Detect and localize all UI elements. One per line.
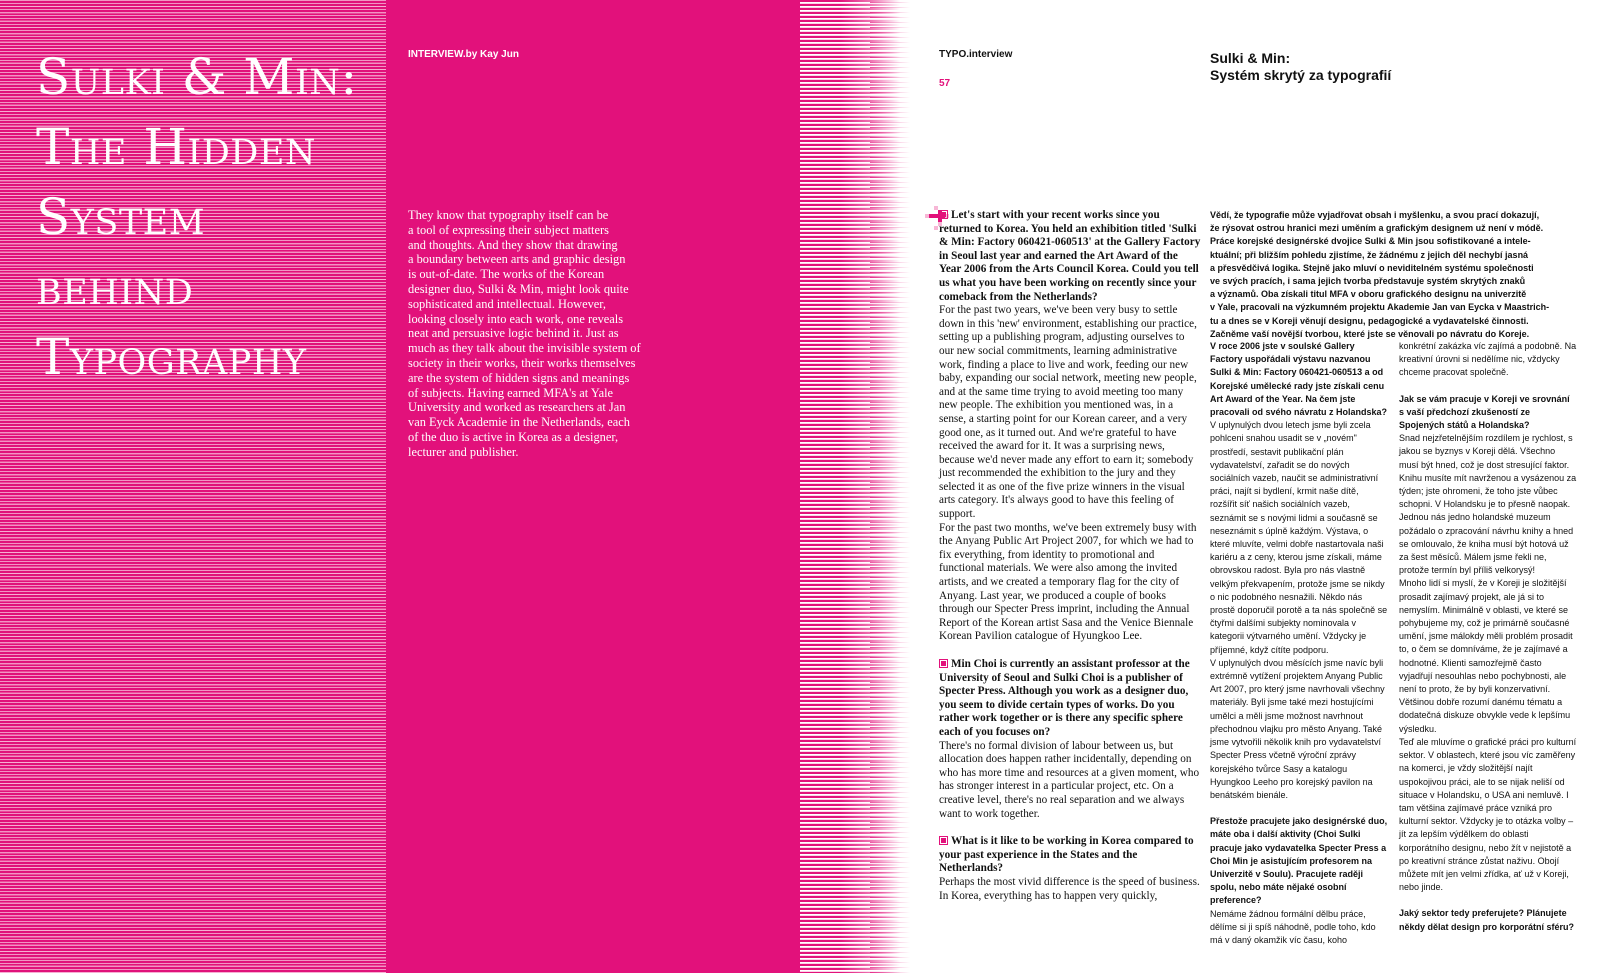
- title-line: Typography: [36, 328, 307, 386]
- title-line: System: [36, 188, 206, 246]
- question-paragraph: V roce 2006 jste v soulské Gallery Factory uspořádali výstavu nazvanou Sulki & Min: Factory 060421-060513 a od Korejské umělecké rady jste získali cenu Art Award of the Year. Na čem jste pracovali od svého návratu z Holandska?: [1210, 341, 1388, 418]
- lead-line: že rýsovat ostrou hranici mezi uměním a grafickým designem už není v módě.: [1210, 223, 1544, 234]
- intro-line: much as they talk about the invisible system of: [408, 341, 641, 356]
- lead-line: ve svých pracích, i sama jejich tvorba představuje systém skrytých znaků: [1210, 276, 1526, 287]
- lead-line: Začněme vaší novější tvorbou, které jste se věnovali po návratu do Koreje.: [1210, 328, 1530, 339]
- question-paragraph: [939, 835, 1201, 876]
- page-number: 57: [939, 78, 951, 89]
- intro-line: van Eyck Academie in the Netherlands, each: [408, 415, 630, 430]
- answer-paragraph: Perhaps the most vivid difference is the speed of business. In Korea, everything has to happen very quickly,: [939, 875, 1200, 902]
- intro-line: They know that typography itself can be: [408, 208, 609, 222]
- intro-line: of subjects. Having earned MFA's at Yale: [408, 385, 614, 400]
- answer-paragraph: konkrétní zakázka víc zajímá a podobně. Na kreativní úrovni si nedělíme nic, vždycky chceme pracovat společně.: [1399, 341, 1577, 378]
- lead-line: a přesvědčivá logika. Stejně jako mluví o neviditelném systému společnosti: [1210, 262, 1534, 273]
- intro-line: sophisticated and intellectual. However,: [408, 296, 607, 311]
- answer-paragraph: For the past two years, we've been very busy to settle down in this 'new' environment, establishing our practice, setting up a publishing program, adjusting ourselves to our new social commitments, learning administrative work, finding a place to live and work, feeding our new baby, expanding our social network, meeting new people, and at the same time trying to avoid meeting too many new people. The exhibition you mentioned was, in a sense, a starting point for our Korean career, and a very good one, as it turned out. And we're grateful to have received the award for it. It was a surprising news, because we'd never made any effort to earn it; somebody just recommended the exhibition to the jury and they selected it as one of the five prize winners in the visual arts category. It's always good to have this feeling of support.: [939, 304, 1197, 521]
- question-marker-icon: [939, 210, 948, 219]
- question-text: Let's start with your recent works since you returned to Korea. You held an exhibition titled 'Sulki & Min: Factory 060421-060513' at the Gallery Factory in Seoul last year and earned the Art Award of the Year 2006 from the Arts Council Korea. Could you tell us what you have been working on recently since your comeback from the Netherlands?: [939, 209, 1201, 303]
- question-text: Min Choi is currently an assistant professor at the University of Seoul and Sulki Choi is a publisher of Specter Press. Although you work as a designer duo, you seem to divide certain types of works. Do you rather work together or is there any specific sphere each of you focuses on?: [939, 658, 1190, 738]
- question-paragraph: Jaký sektor tedy preferujete? Plánujete někdy dělat design pro korporátní sféru?: [1399, 908, 1575, 932]
- question-paragraph: Přestože pracujete jako designérské duo, máte oba i další aktivity (Choi Sulki pracuje jako vydavatelka Specter Press a Choi Min je asistujícím profesorem na Univerzitě v Soulu). Pracujete raději spolu, nebo máte nějaké osobní preference?: [1210, 816, 1388, 906]
- intro-line: a tool of expressing their subject matters: [408, 222, 609, 237]
- czech-title: [1210, 50, 1391, 84]
- question-marker-icon: [939, 836, 948, 845]
- article-title: [36, 42, 386, 392]
- intro-line: is out-of-date. The works of the Korean: [408, 267, 605, 282]
- czech-column-2: [1399, 340, 1577, 934]
- interview-byline: INTERVIEW.by Kay Jun: [408, 49, 519, 60]
- lead-line: ktuální; při bližším pohledu zjistíme, že žádnému z jejich děl nechybí jasná: [1210, 249, 1529, 260]
- intro-line: neat and persuasive logic behind it. Just as: [408, 326, 619, 341]
- lead-line: v Yale, pracovali na výzkumném projektu Akademie Jan van Eycka v Maastrich-: [1210, 302, 1550, 313]
- answer-paragraph: Teď ale mluvíme o grafické práci pro kulturní sektor. V oblastech, které jsou víc zaměřeny na komerci, je vždy složitější najít uspokojivou práci, ale to se nijak neliší od situace v Holandsku, o USA ani nemluvě. I tam většina zajímavé práce vzniká pro kulturní sektor. Vždycky je to otázka volby – jít za lepším výdělkem do oblasti korporátního designu, nebo žít v nejistotě a po kreativní stránce zůstat naživu. Obojí můžete mít jen velmi zřídka, ať už v Koreji, nebo jinde.: [1399, 736, 1577, 893]
- intro-line: looking closely into each work, one reveals: [408, 311, 624, 326]
- intro-line: society in their works, their works themselves: [408, 355, 636, 370]
- question-marker-icon: [939, 659, 948, 668]
- lead-line: a významů. Oba získali titul MFA v oboru grafického designu na univerzitě: [1210, 289, 1527, 300]
- intro-line: and thoughts. And they show that drawing: [408, 237, 618, 252]
- question-paragraph: [939, 658, 1201, 740]
- title-line: behind: [36, 258, 194, 316]
- title-line: Sulki & Min:: [36, 48, 358, 106]
- answer-paragraph: Mnoho lidí si myslí, že v Koreji je složitější prosadit zajímavý projekt, ale já si to nemyslím. Minimálně v oblasti, ve které se pohybujeme my, což je primárně současné umění, jsme málokdy měli problém prosadit to, o čem se domníváme, že je zajímavé a hodnotné. Klienti samozřejmě často vyjadřují nesouhlas nebo pochybnosti, ale není to proto, že by byli konzervativní. Většinou dobře rozumí danému tématu a dodatečná diskuze obvykle vede k lepšímu výsledku.: [1399, 578, 1573, 734]
- english-interview-column: [939, 209, 1201, 903]
- title-line: The Hidden: [36, 118, 317, 176]
- intro-line: a boundary between arts and graphic design: [408, 252, 626, 267]
- czech-lead-paragraph: [1210, 209, 1566, 341]
- section-label: TYPO.interview: [939, 49, 1013, 60]
- intro-line: are the system of hidden signs and meanings: [408, 370, 630, 385]
- czech-column-1: [1210, 340, 1388, 947]
- answer-paragraph: Snad nejzřetelnějším rozdílem je rychlost, s jakou se byznys v Koreji dělá. Všechno musí být hned, což je dost stresující faktor. Knihu musíte mít navrženou a vysázenou za týden; jste ohromeni, že toho jste vůbec schopni. V Holandsku je to přesně naopak. Jednou nás jedno holandské muzeum požádalo o zpracování návrhu knihy a hned se omlouvalo, že kniha musí být hotová už za šest měsíců. Málem jsme řekli ne, protože termín byl příliš velkorysý!: [1399, 433, 1577, 576]
- gutter-stripe-fade: [870, 0, 910, 973]
- answer-paragraph: For the past two months, we've been extremely busy with the Anyang Public Art Project 2007, for which we had to fix everything, from identity to promotional and functional materials. We were also among the invited artists, and we created a temporary flag for the city of Anyang. Last year, we produced a couple of books through our Specter Press imprint, including the Annual Report of the Korean artist Sasa and the Venice Biennale Korean Pavilion catalogue of Hyungkoo Lee.: [939, 521, 1197, 643]
- magenta-panel: [386, 0, 800, 973]
- intro-line: designer duo, Sulki & Min, might look quite: [408, 281, 629, 296]
- czech-title-line: Sulki & Min:: [1210, 50, 1291, 66]
- czech-title-line: Systém skrytý za typografií: [1210, 67, 1392, 83]
- answer-paragraph: V uplynulých dvou měsících jsme navíc byli extrémně vytížení projektem Anyang Public Art 2007, pro který jsme navrhovali všechny materiály. Byli jsme také mezi hostujícími umělci a měli jsme možnost navrhnout přechodnou vlajku pro město Anyang. Také jsme vytvořili několik knih pro vydavatelství Specter Press včetně výroční zprávy korejského tvůrce Sasy a katalogu Hyungkoo Leeho pro korejský pavilon na benátském bienále.: [1210, 657, 1385, 800]
- intro-line: University and worked as researchers at Jan: [408, 400, 626, 415]
- question-paragraph: Jak se vám pracuje v Koreji ve srovnání s vaší předchozí zkušeností ze Spojených států a Holandska?: [1399, 393, 1570, 431]
- lead-line: tu a dnes se v Koreji věnují designu, pedagogické a vydavatelské činnosti.: [1210, 315, 1529, 326]
- intro-line: of the duo is active in Korea as a designer,: [408, 429, 619, 444]
- answer-paragraph: Nemáme žádnou formální dělbu práce, dělíme si ji spíš náhodně, podle toho, kdo má v daný okamžik víc času, koho: [1210, 908, 1376, 945]
- intro-line: lecturer and publisher.: [408, 444, 519, 459]
- answer-paragraph: V uplynulých dvou letech jsme byli zcela pohlceni snahou usadit se v „novém" prostředí, sestavit publikační plán vydavatelství, zařadit se do nových sociálních vazeb, naučit se administrativní práci, najít si bydlení, krmit naše dítě, rozšířit síť našich sociálních vazeb, seznámit se s novými lidmi a současně se neseznámit s úplně každým. Výstava, o které mluvíte, velmi dobře nastartovala naši kariéru a z ceny, kterou jsme získali, máme obrovskou radost. Byla pro nás vlastně velkým překvapením, protože jsme se nikdy o nic podobného nesnažili. Někdo nás prostě doporučil porotě a ta nás společně se čtyřmi dalšími subjekty nominovala v kategorii výtvarného umění. Vždycky je příjemné, když cítíte podporu.: [1210, 420, 1388, 655]
- answer-paragraph: There's no formal division of labour between us, but allocation does happen rather incidentally, depending on who has more time and resources at a given moment, who has stronger interest in a particular project, etc. On a creative level, there's no real separation and we always want to work together.: [939, 739, 1200, 820]
- question-paragraph: [939, 209, 1201, 304]
- lead-line: Práce korejské designérské dvojice Sulki & Min jsou sofistikované a intele-: [1210, 236, 1531, 247]
- lead-line: Vědí, že typografie může vyjadřovat obsah i myšlenku, a svou prací dokazují,: [1210, 210, 1540, 220]
- question-text: What is it like to be working in Korea compared to your past experience in the States and the Netherlands?: [939, 835, 1194, 875]
- intro-paragraph: [408, 208, 660, 460]
